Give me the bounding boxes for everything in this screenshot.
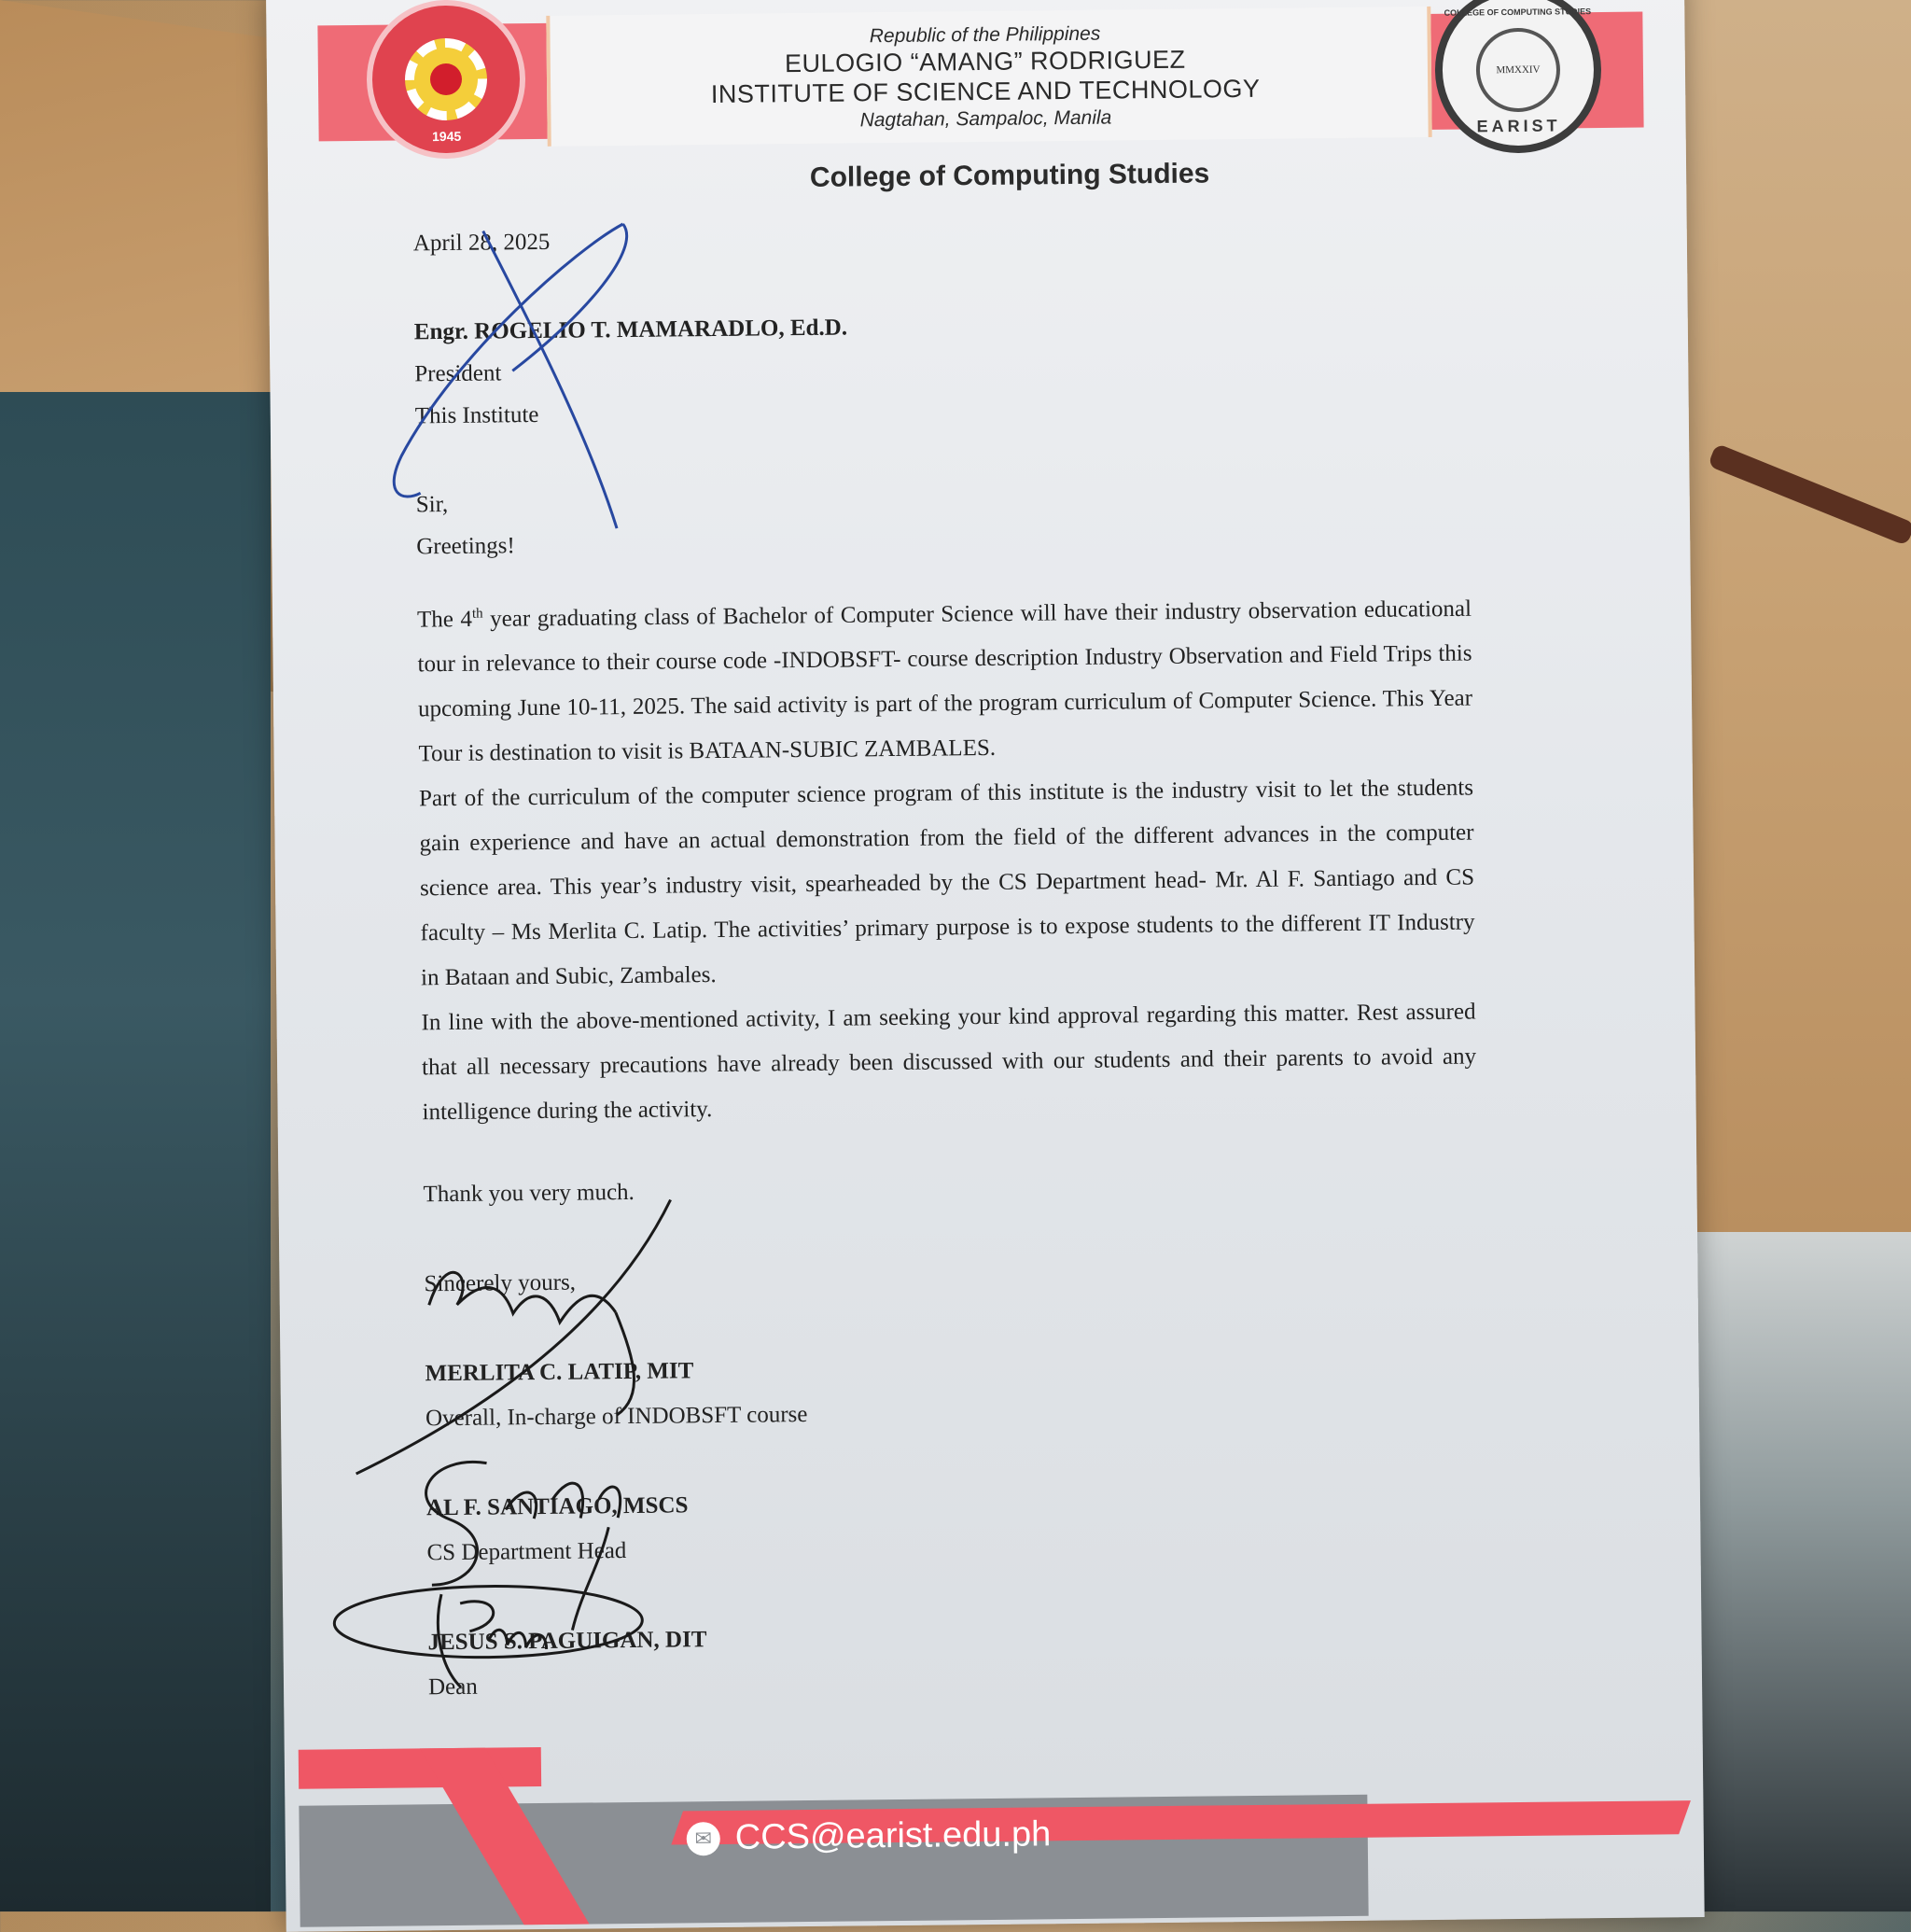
gear-core — [430, 63, 462, 95]
paragraph-1 — [417, 581, 1473, 777]
letter-body — [413, 212, 1484, 1711]
paragraph-3: In line with the above-mentioned activity, I am seeking your kind approval regarding this matter. Rest assured that all necessary precautions have already been discussed with our students and their parents to avoid any intelligence during the activity. — [421, 999, 1477, 1126]
institute-address: Nagtahan, Sampaloc, Manila — [859, 106, 1112, 132]
earist-seal-icon — [366, 0, 526, 160]
institute-name-line2: INSTITUTE OF SCIENCE AND TECHNOLOGY — [710, 74, 1261, 109]
signatory-1-name: MERLITA C. LATIP, MIT — [425, 1358, 694, 1387]
footer-email — [687, 1814, 1052, 1858]
paragraph-2: Part of the curriculum of the computer science program of this institute is the industry visit to let the students gain experience and have an actual demonstration from the field of the different advances in the computer science area. This year’s industry visit, spearheaded by the CS Department head- Mr. Al F. Santiago and CS faculty – Ms Merlita C. Latip. The activities’ primary purpose is to expose students to the different IT Industry in Bataan and Subic, Zambales. — [418, 775, 1475, 991]
envelope-icon: ✉ — [687, 1822, 720, 1855]
background-dark-left — [0, 392, 271, 1911]
signatory-3-title: Dean — [427, 1674, 478, 1701]
signatory-1-title: Overall, In-charge of INDOBSFT course — [425, 1402, 808, 1432]
signature-block — [423, 1162, 1483, 1711]
recipient-name: Engr. ROGELIO T. MAMARADLO, Ed.D. — [413, 315, 848, 345]
ccs-seal-bottom-text: EARIST — [1476, 116, 1561, 136]
salutation: Sir, — [415, 491, 449, 518]
letterhead — [317, 5, 1643, 149]
recipient-title: President — [414, 360, 502, 387]
closing-line: Sincerely yours, — [424, 1269, 577, 1297]
paragraph-1-start: The 4 — [416, 607, 473, 633]
letterhead-text — [546, 14, 1424, 135]
ccs-seal-top-text: COLLEGE OF COMPUTING STUDIES — [1444, 7, 1592, 18]
letter-footer — [285, 1735, 1705, 1927]
thanks-line: Thank you very much. — [423, 1180, 635, 1208]
letter-paragraphs — [417, 581, 1477, 1136]
letter-date: April 28, 2025 — [412, 229, 551, 257]
ccs-seal-center: MMXXIV — [1475, 27, 1560, 112]
ccs-seal-icon — [1434, 0, 1602, 154]
republic-line: Republic of the Philippines — [869, 22, 1101, 48]
signatory-2-name: AL F. SANTIAGO, MSCS — [425, 1492, 689, 1521]
college-title: College of Computing Studies — [809, 158, 1210, 193]
greeting: Greetings! — [416, 533, 515, 560]
recipient-org: This Institute — [414, 401, 539, 429]
institute-name-line1: EULOGIO “AMANG” RODRIGUEZ — [784, 45, 1186, 78]
footer-email-text: CCS@earist.edu.ph — [734, 1814, 1052, 1857]
paragraph-1-superscript: th — [471, 606, 483, 622]
signatory-2-title: CS Department Head — [426, 1538, 627, 1566]
signatory-3-name: JESUS S. PAGUIGAN, DIT — [427, 1627, 707, 1656]
letter-paper — [266, 0, 1705, 1932]
seal-year: 1945 — [431, 128, 462, 145]
paragraph-1-rest: year graduating class of Bachelor of Computer Science will have their industry observation educational tour in relevance to their course code -INDOBSFT- course description Industry Observation and Field Trips this upcoming June 10-11, 2025. The said activity is part of the program curriculum of Computer Science. This Year Tour is destination to visit is BATAAN-SUBIC ZAMBALES. — [417, 595, 1473, 767]
